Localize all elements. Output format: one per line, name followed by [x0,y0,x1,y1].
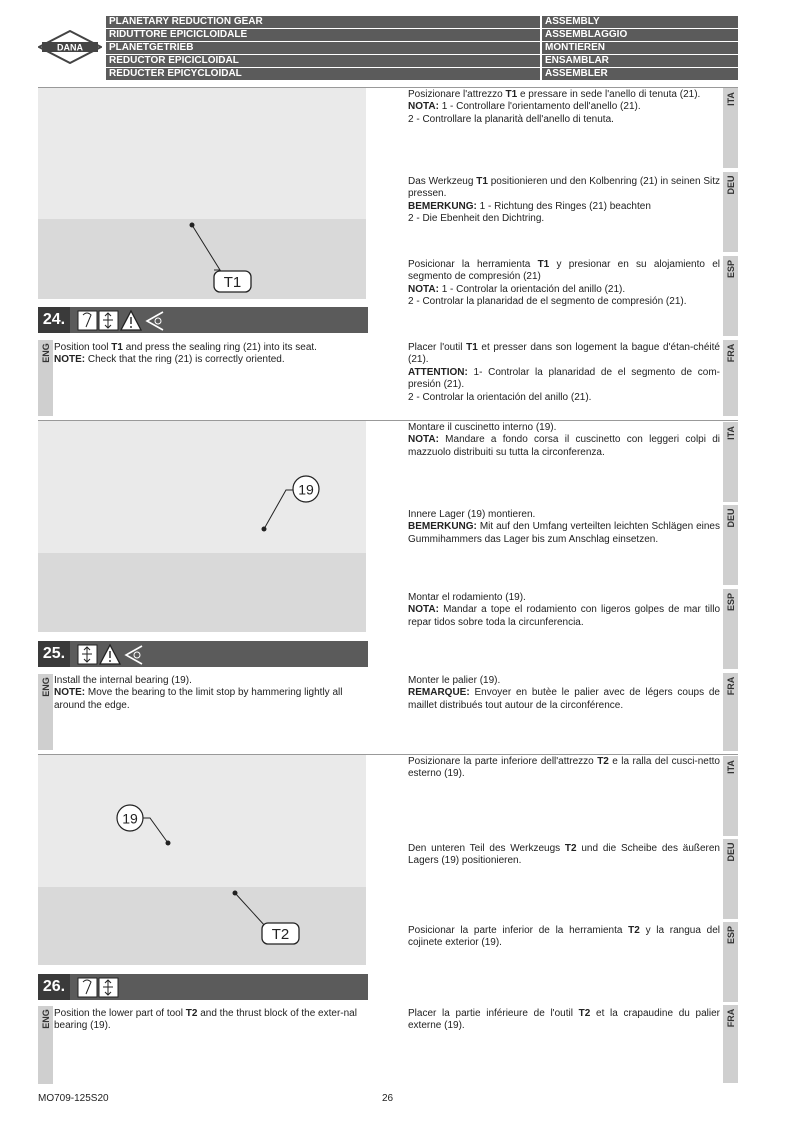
bearing-19-callout-label: 19 [298,481,314,498]
step-number: 26. [38,974,70,1000]
step-24-text-esp: Posicionar la herramienta T1 y presionar en su alojamiento el segmento de compresión (21) NOTA: 1 - Controlar la orientación del anillo (21). 2 - Controlar la planaridad de el segmento de compresión (21). [408,259,720,308]
lang-tab-fra: FRA [723,340,738,416]
step-26-callout-layer [38,755,368,967]
step-26-icon-strip [76,974,206,1000]
bearing-19-leader-line [264,490,293,529]
lang-tab-esp: ESP [723,256,738,336]
header-title-block [106,16,738,80]
step-24-text-deu: Das Werkzeug T1 positionieren und den Kolbenring (21) in seinen Sitz pressen. BEMERKUNG: 1 - Richtung des Ringes (21) beachten 2 - Die Ebenheit den Dichtring. [408,176,720,225]
step-number: 25. [38,641,70,667]
lang-tab-ita: ITA [723,422,738,502]
step-26-text-ita: Posizionare la parte inferiore dell'attrezzo T2 e la ralla del cusci-netto esterno (19). [408,756,720,780]
header-title-eng: PLANETARY REDUCTION GEAR [106,16,540,28]
step-24-callout-layer [38,88,368,300]
header-title-fra: REDUCTER EPICYCLOIDAL [106,68,540,80]
header-title-ita: RIDUTTORE EPICICLOIDALE [106,29,540,41]
header-section-eng: ASSEMBLY [542,16,738,28]
step-25-text-esp: Montar el rodamiento (19). NOTA: Mandar a tope el rodamiento con ligeros golpes de mar tillo repar tidos sobre toda la circunferencia. [408,592,720,628]
step-24-text-ita: Posizionare l'attrezzo T1 e pressare in sede l'anello di tenuta (21). NOTA: 1 - Controllare l'orientamento dell'anello (21). 2 - Controllare la planarità dell'anello di tenuta. [408,89,701,125]
check-view-icon [126,646,142,664]
doc-code: MO709-125S20 [38,1093,109,1104]
lang-tab-eng: ENG [38,1006,53,1084]
t2-leader-line [235,893,266,927]
step-26-text-deu: Den unteren Teil des Werkzeugs T2 und die Scheibe des äußeren Lagers (19) positionieren. [408,843,720,867]
step-25-callout-layer [38,421,368,633]
step-25-text-ita: Montare il cuscinetto interno (19). NOTA: Mandare a fondo corsa il cuscinetto con leggeri colpi di mazzuolo distribuiti su tutta la circonferenza. [408,422,720,458]
step-24-text-fra: Placer l'outil T1 et presser dans son logement la bague d'étan-chéité (21). ATTENTION: 1- Controlar la planaridad de el segmento de com-presión (21). 2 - Controlar la orientación del anillo (21). [408,342,720,403]
insert-arrows-icon [78,645,97,664]
lang-tab-ita: ITA [723,88,738,168]
bearing-19-callout-label: 19 [122,810,138,827]
lang-tab-fra: FRA [723,673,738,751]
warning-triangle-icon [121,311,141,330]
bearing-19-pointer-dot [166,841,171,846]
lang-tab-eng: ENG [38,340,53,416]
header-title-esp: REDUCTOR EPICICLOIDAL [106,55,540,67]
lang-tab-fra: FRA [723,1005,738,1083]
step-25-icon-strip [76,641,206,667]
t1-callout-label: T1 [223,274,242,291]
step-26-text-fra: Placer la partie inférieure de l'outil T2 et la crapaudine du palier externe (19). [408,1008,720,1032]
lang-tab-deu: DEU [723,172,738,252]
insert-arrows-icon [99,311,118,330]
header-section-deu: MONTIEREN [542,42,738,54]
lang-tab-esp: ESP [723,922,738,1002]
header-section-fra: ASSEMBLER [542,68,738,80]
bearing-19-leader-line [143,818,168,843]
step-25-bar [38,641,368,667]
dana-logo [38,30,102,64]
step-26-text-eng: Position the lower part of tool T2 and the thrust block of the exter-nal bearing (19). [54,1008,357,1032]
step-24-text-eng: Position tool T1 and press the sealing ring (21) into its seat. NOTE: Check that the ring (21) is correctly oriented. [54,342,317,366]
insert-arrows-icon [99,978,118,997]
step-25-text-deu: Innere Lager (19) montieren. BEMERKUNG: Mit auf den Umfang verteilten leichten Schlägen eines Gummihammers das Lager bis zum Anschlag einsetzen. [408,509,720,545]
step-26-bar [38,974,368,1000]
svg-text:DANA: DANA [57,42,83,53]
lang-tab-esp: ESP [723,589,738,669]
lang-tab-ita: ITA [723,756,738,836]
lang-tab-deu: DEU [723,505,738,585]
warning-triangle-icon [100,645,120,664]
step-26-text-esp: Posicionar la parte inferior de la herramienta T2 y la rangua del cojinete exterior (19). [408,925,721,949]
header-title-deu: PLANETGETRIEB [106,42,540,54]
step-24-bar [38,307,368,333]
step-25-text-eng: Install the internal bearing (19). NOTE: Move the bearing to the limit stop by hammering lightly all around the edge. [54,675,343,711]
press-tool-icon [78,978,97,997]
lang-tab-eng: ENG [38,674,53,750]
lang-tab-deu: DEU [723,839,738,919]
header-section-ita: ASSEMBLAGGIO [542,29,738,41]
step-25-text-fra: Monter le palier (19). REMARQUE: Envoyer en butèe le palier avec de légers coups de maillet distribués tout autour de la circonférence. [408,675,720,711]
header-section-esp: ENSAMBLAR [542,55,738,67]
step-number: 24. [38,307,70,333]
check-view-icon [147,312,163,330]
t2-callout-label: T2 [271,926,290,943]
step-24-icon-strip [76,307,206,333]
t1-leader-line [192,225,220,270]
page-number: 26 [382,1093,394,1104]
press-tool-icon [78,311,97,330]
